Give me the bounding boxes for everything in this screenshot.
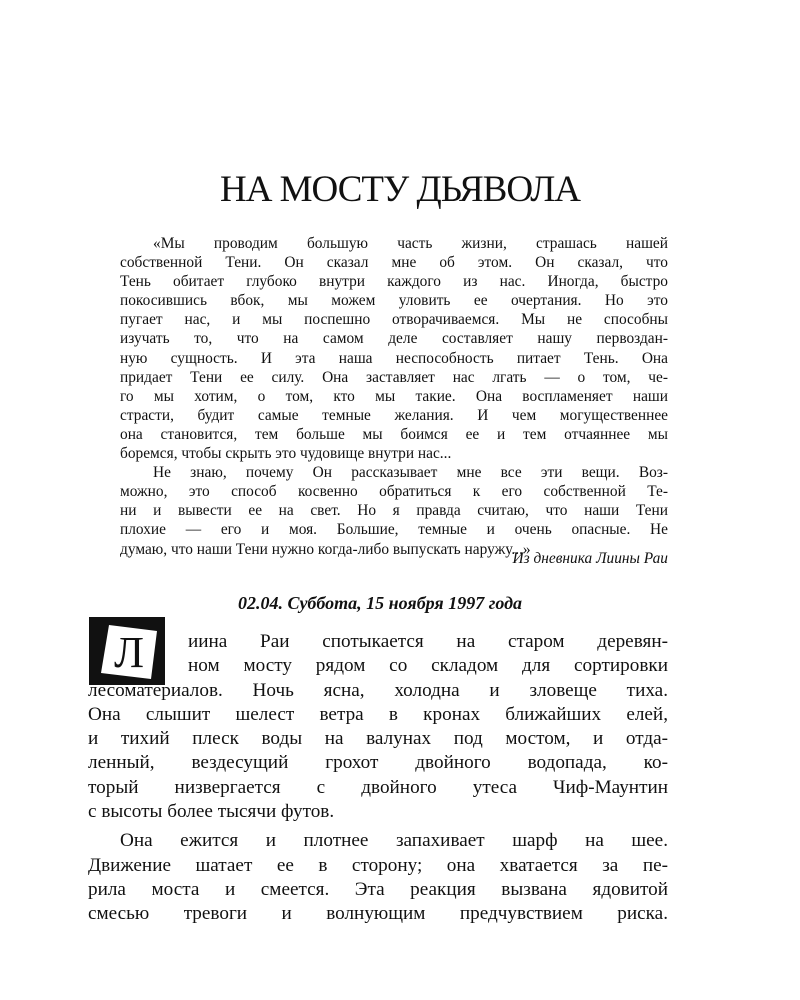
epigraph-line: думаю, что наши Тени нужно когда-либо выпускать наружу...» bbox=[120, 540, 531, 558]
epigraph-line: придает Тени ее силу. Она заставляет нас лгать — о том, че- bbox=[120, 368, 668, 386]
epigraph-line: покосившись вбок, мы можем уловить ее очертания. Но это bbox=[120, 292, 668, 310]
epigraph-line: боремся, чтобы скрыть это чудовище внутри нас... bbox=[120, 445, 452, 463]
epigraph-line: можно, это способ косвенно обратиться к его собственной Те- bbox=[120, 483, 668, 501]
epigraph-line: изучать то, что на самом деле составляет нашу первоздан- bbox=[120, 330, 668, 348]
body-line: Она ежится и плотнее запахивает шарф на шее. bbox=[120, 830, 668, 852]
epigraph bbox=[120, 234, 668, 559]
body-line: и тихий плеск воды на валунах под мостом, и отда- bbox=[88, 728, 668, 750]
body-line: Она слышит шелест ветра в кронах ближайших елей, bbox=[88, 703, 668, 725]
epigraph-line: пугает нас, и мы поспешно отворачиваемся. Мы не способны bbox=[120, 311, 668, 329]
body-line: лесоматериалов. Ночь ясна, холодна и зловеще тиха. bbox=[88, 679, 668, 701]
epigraph-line: собственной Тени. Он сказал мне об этом. Он сказал, что bbox=[120, 254, 668, 272]
epigraph-line: ную сущность. И эта наша неспособность питает Тень. Она bbox=[120, 349, 668, 367]
body-line: с высоты более тысячи футов. bbox=[88, 801, 335, 823]
chapter-title: НА МОСТУ ДЬЯВОЛА bbox=[219, 169, 581, 210]
date-heading: 02.04. Суббота, 15 ноября 1997 года bbox=[237, 593, 523, 613]
drop-cap-letter: Л bbox=[114, 628, 144, 677]
epigraph-source: Из дневника Лиины Раи bbox=[512, 550, 668, 567]
epigraph-line: она становится, тем больше мы боимся ее и тем отчаяннее мы bbox=[120, 425, 668, 443]
body-line: ном мосту рядом со складом для сортировки bbox=[188, 655, 668, 677]
epigraph-line: страсти, будит самые темные желания. И чем могущественнее bbox=[120, 406, 668, 424]
epigraph-line: ни и вывести ее на свет. Но я правда считаю, что наши Тени bbox=[120, 502, 668, 520]
body-line: ленный, вездесущий грохот двойного водопада, ко- bbox=[88, 752, 668, 774]
body-text bbox=[88, 630, 668, 927]
body-line: иина Раи спотыкается на старом деревян- bbox=[188, 631, 668, 652]
body-line: рила моста и смеется. Эта реакция вызвана ядовитой bbox=[88, 878, 668, 900]
epigraph-line: плохие — его и моя. Большие, темные и очень опасные. Не bbox=[120, 521, 668, 539]
body-line: Движение шатает ее в сторону; она хватается за пе- bbox=[88, 854, 668, 876]
body-line: смесью тревоги и волнующим предчувствием риска. bbox=[88, 903, 668, 925]
epigraph-line: го мы хотим, о том, кто мы такие. Она воспламеняет наши bbox=[120, 387, 668, 405]
epigraph-line: Тень обитает глубоко внутри каждого из нас. Иногда, быстро bbox=[120, 273, 668, 291]
epigraph-line: Не знаю, почему Он рассказывает мне все эти вещи. Воз- bbox=[153, 464, 668, 482]
epigraph-line: «Мы проводим большую часть жизни, страшась нашей bbox=[153, 235, 668, 252]
body-line: торый низвергается с двойного утеса Чиф-Маунтин bbox=[88, 776, 668, 798]
